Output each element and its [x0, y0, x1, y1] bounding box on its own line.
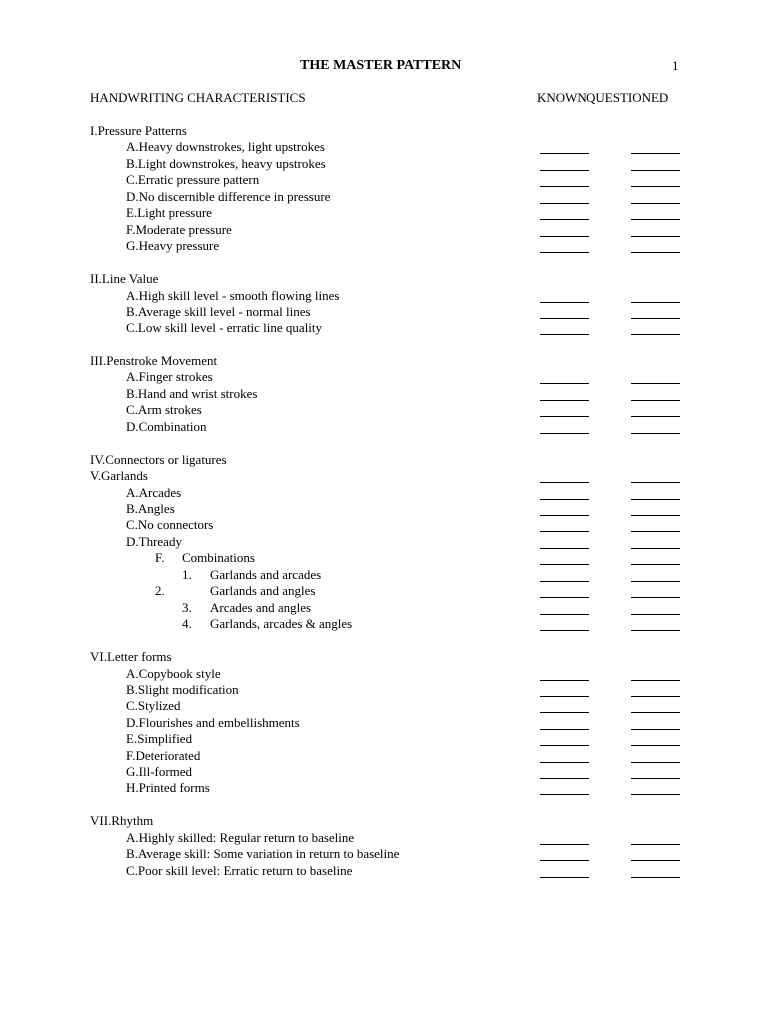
section-heading: II.Line Value [90, 271, 159, 286]
known-blank-line[interactable] [540, 416, 589, 417]
characteristic-item: F.Deteriorated [126, 748, 201, 763]
questioned-blank-line[interactable] [631, 680, 680, 681]
questioned-blank-line[interactable] [631, 433, 680, 434]
characteristic-item: C.Low skill level - erratic line quality [126, 320, 323, 335]
characteristic-item: B.Average skill level - normal lines [126, 304, 311, 319]
characteristic-item: B.Slight modification [126, 682, 239, 697]
known-blank-line[interactable] [540, 778, 589, 779]
known-blank-line[interactable] [540, 860, 589, 861]
questioned-blank-line[interactable] [631, 778, 680, 779]
questioned-blank-line[interactable] [631, 203, 680, 204]
characteristic-item: B.Average skill: Some variation in return to baseline [126, 846, 400, 861]
characteristic-item: C.Stylized [126, 698, 181, 713]
questioned-blank-line[interactable] [631, 236, 680, 237]
characteristic-item: A.Copybook style [126, 666, 221, 681]
known-blank-line[interactable] [540, 334, 589, 335]
questioned-blank-line[interactable] [631, 860, 680, 861]
questioned-blank-line[interactable] [631, 400, 680, 401]
characteristic-item: Garlands, arcades & angles [210, 616, 353, 631]
item-number: 4. [182, 616, 192, 631]
characteristic-item: D.Combination [126, 419, 207, 434]
questioned-blank-line[interactable] [631, 318, 680, 319]
characteristic-item: G.Heavy pressure [126, 238, 220, 253]
known-blank-line[interactable] [540, 564, 589, 565]
questioned-blank-line[interactable] [631, 696, 680, 697]
characteristic-item: Arcades and angles [210, 600, 312, 615]
page-title: THE MASTER PATTERN [300, 58, 462, 73]
known-blank-line[interactable] [540, 877, 589, 878]
known-blank-line[interactable] [540, 302, 589, 303]
questioned-blank-line[interactable] [631, 844, 680, 845]
questioned-blank-line[interactable] [631, 302, 680, 303]
section-heading: III.Penstroke Movement [90, 353, 218, 368]
characteristic-item: C.Erratic pressure pattern [126, 172, 260, 187]
questioned-blank-line[interactable] [631, 564, 680, 565]
known-blank-line[interactable] [540, 712, 589, 713]
characteristic-item: B.Angles [126, 501, 175, 516]
known-blank-line[interactable] [540, 482, 589, 483]
characteristic-item: Combinations [182, 550, 255, 565]
characteristic-item: G.Ill-formed [126, 764, 193, 779]
questioned-blank-line[interactable] [631, 531, 680, 532]
page-number: 1 [672, 58, 679, 73]
questioned-blank-line[interactable] [631, 762, 680, 763]
questioned-blank-line[interactable] [631, 252, 680, 253]
known-blank-line[interactable] [540, 153, 589, 154]
section-heading: IV.Connectors or ligatures [90, 452, 227, 467]
characteristic-item: Garlands and arcades [210, 567, 322, 582]
questioned-blank-line[interactable] [631, 334, 680, 335]
known-blank-line[interactable] [540, 219, 589, 220]
known-blank-line[interactable] [540, 433, 589, 434]
characteristic-item: A.Finger strokes [126, 369, 213, 384]
known-blank-line[interactable] [540, 186, 589, 187]
known-blank-line[interactable] [540, 614, 589, 615]
questioned-blank-line[interactable] [631, 383, 680, 384]
characteristic-item: C.Arm strokes [126, 402, 202, 417]
known-blank-line[interactable] [540, 630, 589, 631]
column-heading-known: KNOWN [537, 90, 587, 105]
known-blank-line[interactable] [540, 236, 589, 237]
known-blank-line[interactable] [540, 745, 589, 746]
known-blank-line[interactable] [540, 515, 589, 516]
questioned-blank-line[interactable] [631, 712, 680, 713]
known-blank-line[interactable] [540, 680, 589, 681]
characteristic-item: Garlands and angles [210, 583, 316, 598]
known-blank-line[interactable] [540, 581, 589, 582]
characteristic-item: A.Highly skilled: Regular return to baseline [126, 830, 355, 845]
questioned-blank-line[interactable] [631, 548, 680, 549]
questioned-blank-line[interactable] [631, 186, 680, 187]
characteristic-item: D.Flourishes and embellishments [126, 715, 300, 730]
questioned-blank-line[interactable] [631, 170, 680, 171]
known-blank-line[interactable] [540, 844, 589, 845]
characteristic-item: A.Heavy downstrokes, light upstrokes [126, 139, 325, 154]
section-heading: V.Garlands [90, 468, 148, 483]
known-blank-line[interactable] [540, 318, 589, 319]
known-blank-line[interactable] [540, 548, 589, 549]
known-blank-line[interactable] [540, 597, 589, 598]
known-blank-line[interactable] [540, 762, 589, 763]
characteristic-item: D.No discernible difference in pressure [126, 189, 331, 204]
questioned-blank-line[interactable] [631, 597, 680, 598]
known-blank-line[interactable] [540, 400, 589, 401]
known-blank-line[interactable] [540, 499, 589, 500]
characteristic-item: C.Poor skill level: Erratic return to baseline [126, 863, 353, 878]
characteristic-item: A.High skill level - smooth flowing lines [126, 288, 340, 303]
questioned-blank-line[interactable] [631, 630, 680, 631]
characteristic-item: D.Thready [126, 534, 182, 549]
questioned-blank-line[interactable] [631, 794, 680, 795]
characteristic-item: B.Hand and wrist strokes [126, 386, 258, 401]
characteristic-item: A.Arcades [126, 485, 182, 500]
column-heading-questioned: QUESTIONED [586, 90, 669, 105]
known-blank-line[interactable] [540, 531, 589, 532]
known-blank-line[interactable] [540, 203, 589, 204]
questioned-blank-line[interactable] [631, 482, 680, 483]
questioned-blank-line[interactable] [631, 745, 680, 746]
item-number: 2. [155, 583, 165, 598]
characteristic-item: F.Moderate pressure [126, 222, 232, 237]
questioned-blank-line[interactable] [631, 499, 680, 500]
questioned-blank-line[interactable] [631, 416, 680, 417]
characteristic-item: E.Simplified [126, 731, 193, 746]
characteristic-item: B.Light downstrokes, heavy upstrokes [126, 156, 326, 171]
characteristic-item: H.Printed forms [126, 780, 210, 795]
section-heading: VI.Letter forms [90, 649, 172, 664]
characteristic-item: C.No connectors [126, 517, 214, 532]
known-blank-line[interactable] [540, 696, 589, 697]
known-blank-line[interactable] [540, 729, 589, 730]
column-heading-characteristics: HANDWRITING CHARACTERISTICS [90, 90, 306, 105]
questioned-blank-line[interactable] [631, 729, 680, 730]
questioned-blank-line[interactable] [631, 515, 680, 516]
questioned-blank-line[interactable] [631, 877, 680, 878]
section-heading: I.Pressure Patterns [90, 123, 187, 138]
known-blank-line[interactable] [540, 383, 589, 384]
item-number: 3. [182, 600, 192, 615]
questioned-blank-line[interactable] [631, 219, 680, 220]
known-blank-line[interactable] [540, 170, 589, 171]
characteristic-item: E.Light pressure [126, 205, 212, 220]
questioned-blank-line[interactable] [631, 614, 680, 615]
item-number: F. [155, 550, 165, 565]
section-heading: VII.Rhythm [90, 813, 154, 828]
known-blank-line[interactable] [540, 252, 589, 253]
known-blank-line[interactable] [540, 794, 589, 795]
questioned-blank-line[interactable] [631, 581, 680, 582]
item-number: 1. [182, 567, 192, 582]
questioned-blank-line[interactable] [631, 153, 680, 154]
